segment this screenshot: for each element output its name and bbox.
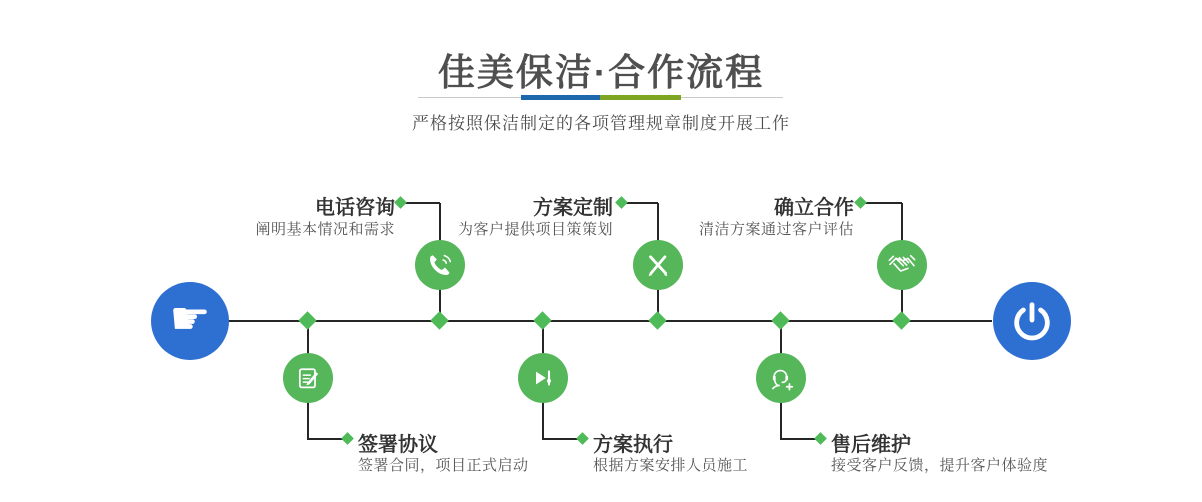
headset-plus-icon	[766, 363, 796, 393]
phone-icon	[425, 250, 455, 280]
step-icon-circle	[877, 240, 927, 290]
step-icon-circle	[633, 240, 683, 290]
elbow-bottom-3	[781, 438, 817, 440]
step-desc: 阐明基本情况和需求	[255, 221, 395, 238]
elbow-bottom-2	[543, 438, 579, 440]
timeline-node	[298, 311, 316, 329]
document-pen-icon	[294, 364, 322, 392]
step-icon-circle	[415, 240, 465, 290]
timeline-node	[892, 311, 910, 329]
handshake-icon	[886, 249, 918, 281]
step-icon-circle	[518, 353, 568, 403]
step-label: 电话咨询	[315, 197, 395, 219]
label-marker	[814, 432, 827, 445]
timeline-node	[771, 311, 789, 329]
pointing-hand-icon: ☛	[169, 291, 211, 345]
label-marker	[394, 196, 407, 209]
elbow-bottom-1	[308, 438, 344, 440]
step-icon-circle	[756, 353, 806, 403]
divider-green-segment	[600, 95, 681, 100]
step-icon-circle	[283, 353, 333, 403]
elbow-top-2	[626, 202, 658, 204]
step-desc: 接受客户反馈，提升客户体验度	[831, 457, 1049, 474]
elbow-top-3	[865, 202, 902, 204]
timeline	[228, 320, 992, 322]
play-icon	[529, 364, 557, 392]
page-subtitle: 严格按照保洁制定的各项管理规章制度开展工作	[412, 114, 790, 133]
timeline-node	[430, 311, 448, 329]
timeline-node	[533, 311, 551, 329]
page-title: 佳美保洁·合作流程	[437, 52, 765, 93]
step-desc: 根据方案安排人员施工	[593, 457, 749, 474]
label-marker	[854, 196, 867, 209]
step-label: 方案执行	[593, 434, 673, 456]
step-desc: 清洁方案通过客户评估	[698, 221, 854, 238]
end-node	[993, 282, 1071, 360]
title-divider	[418, 97, 783, 98]
divider-blue-segment	[521, 95, 600, 100]
label-marker	[576, 432, 589, 445]
step-desc: 签署合同，项目正式启动	[358, 457, 529, 474]
step-desc: 为客户提供项目策策划	[457, 221, 613, 238]
step-label: 售后维护	[831, 434, 911, 456]
label-marker	[615, 196, 628, 209]
step-label: 方案定制	[533, 197, 613, 219]
start-node	[151, 282, 229, 360]
step-label: 签署协议	[358, 434, 438, 456]
power-icon	[1009, 298, 1055, 344]
timeline-node	[648, 311, 666, 329]
label-marker	[341, 432, 354, 445]
elbow-top-1	[405, 202, 440, 204]
crossed-pens-icon	[643, 250, 673, 280]
step-label: 确立合作	[774, 197, 854, 219]
